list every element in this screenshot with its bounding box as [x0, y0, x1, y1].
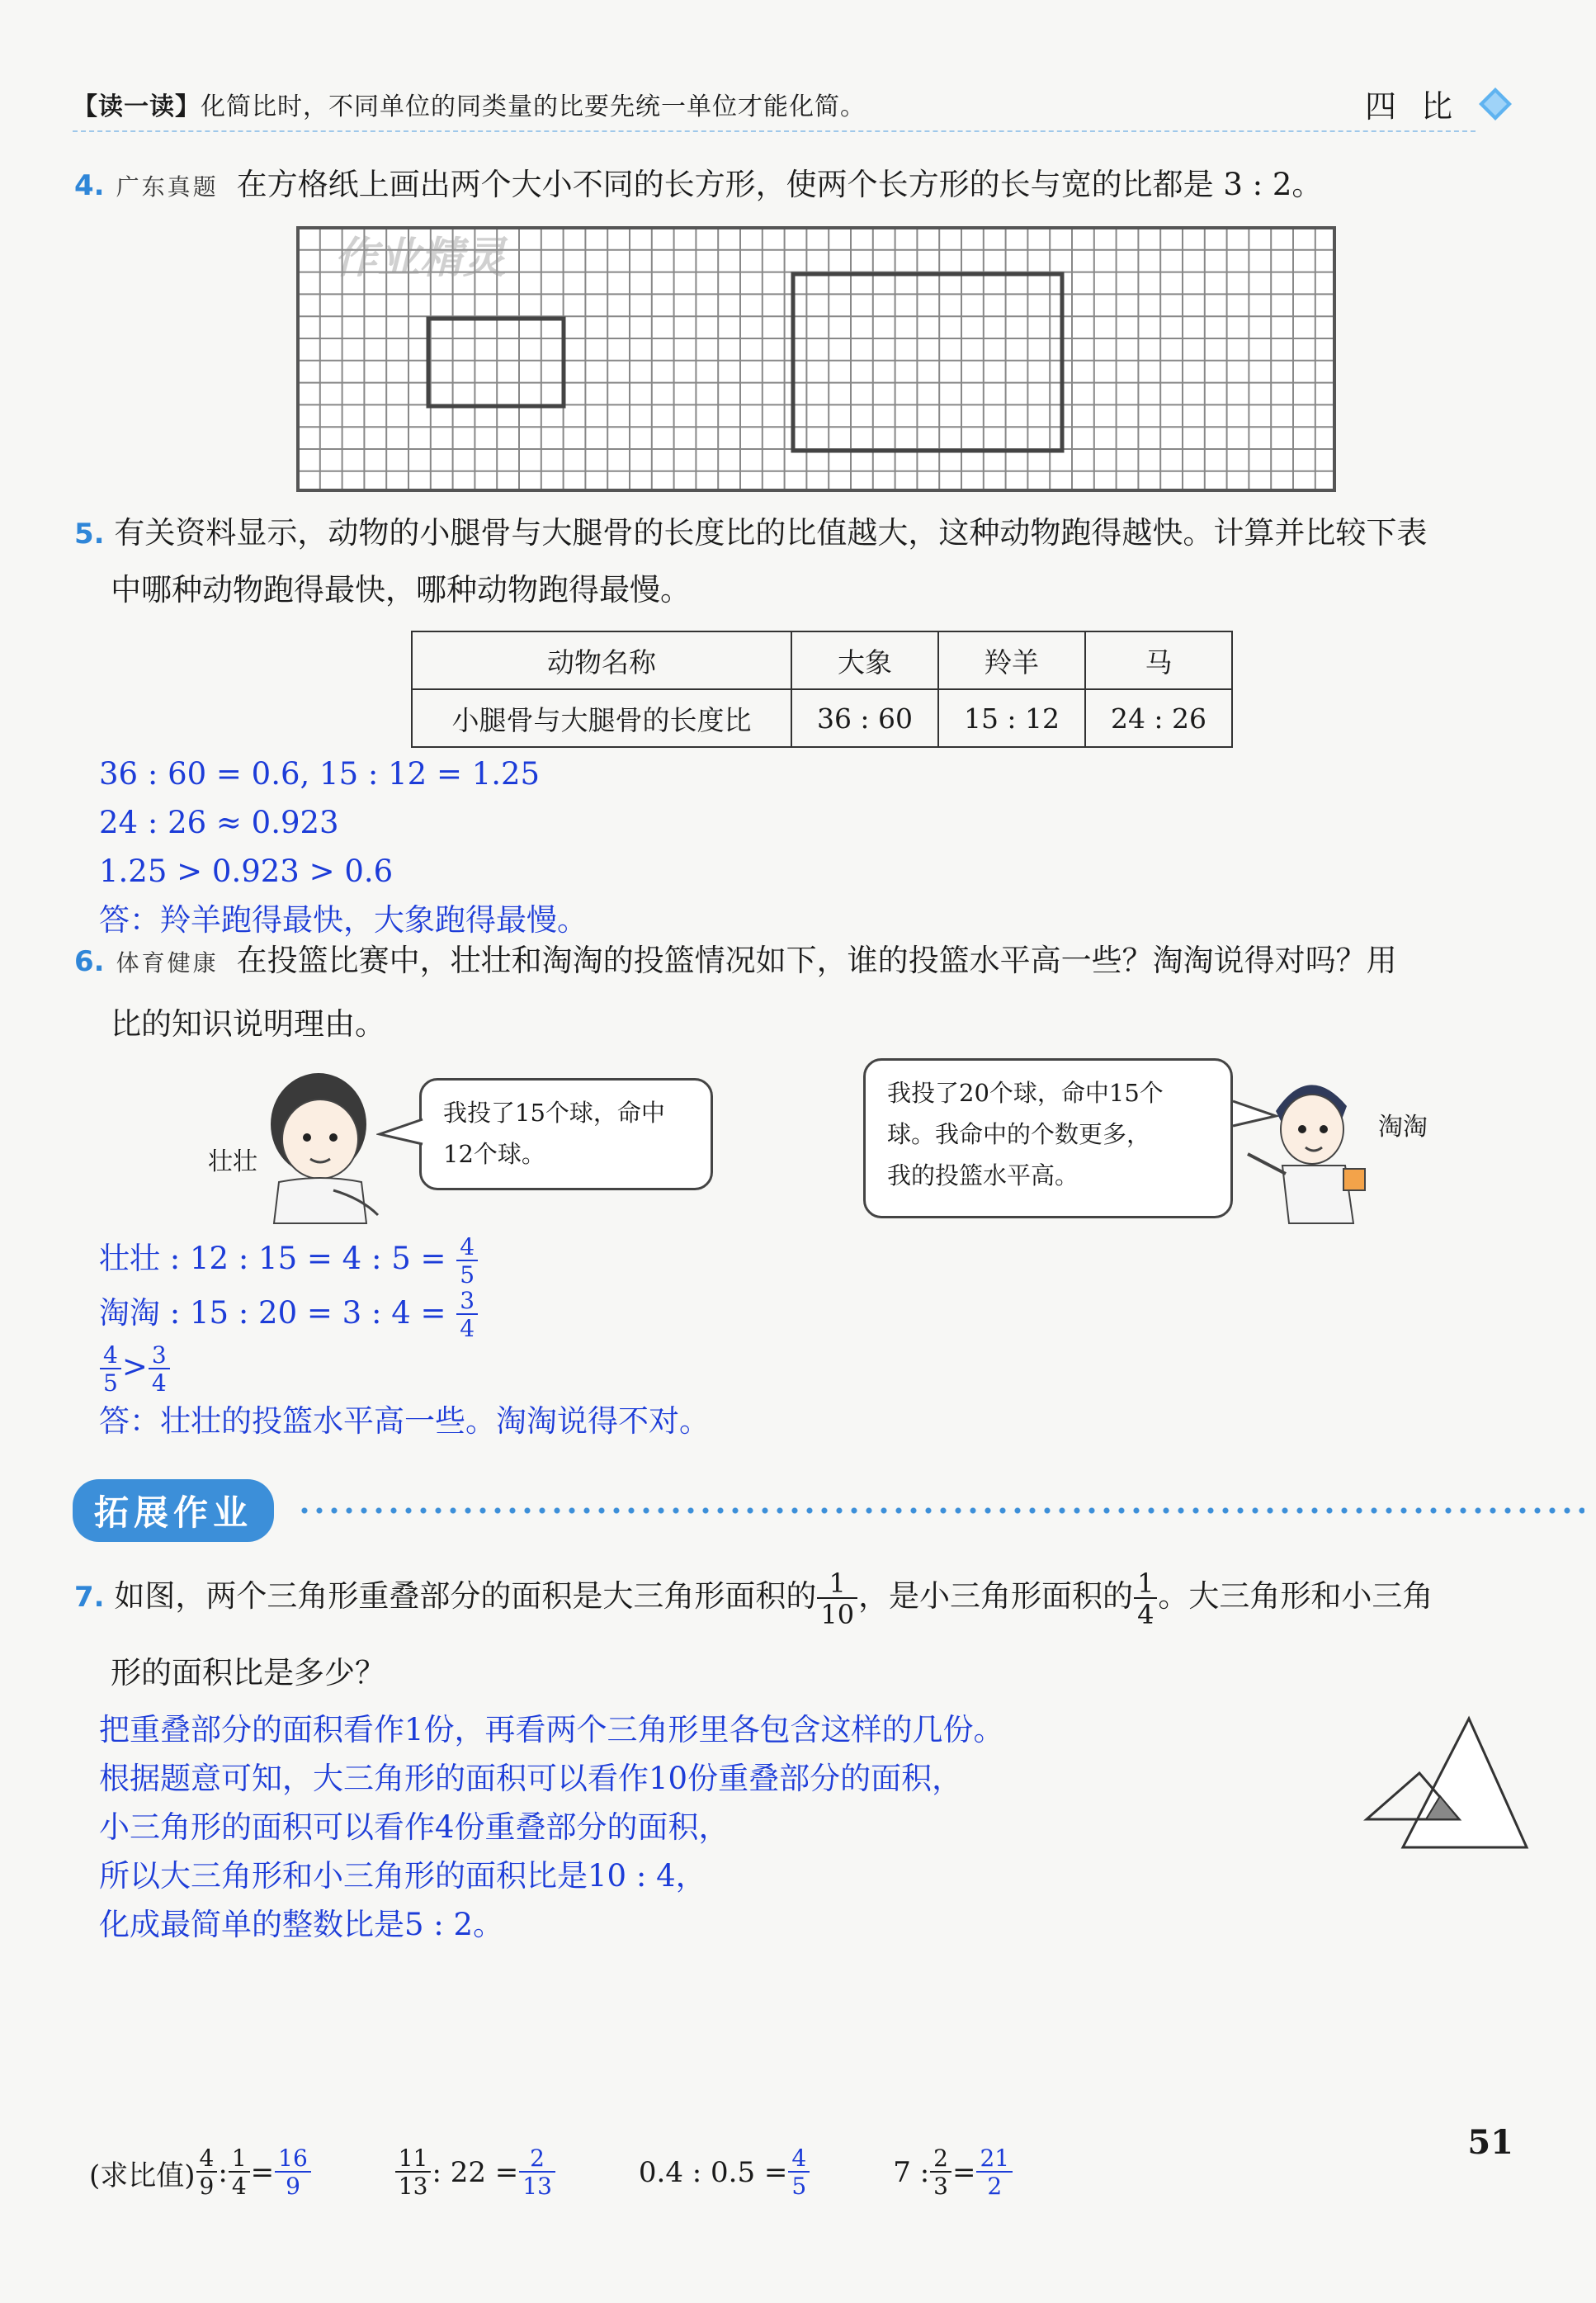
fraction [1136, 1569, 1155, 1629]
calc-item [893, 2146, 1013, 2199]
fraction [397, 2146, 430, 2199]
answer-line: 24 : 26 ≈ 0.923 [99, 805, 339, 840]
boy-zhuangzhuang-illustration [254, 1058, 386, 1232]
fraction-denominator: 4 [1137, 1598, 1155, 1630]
fraction-denominator: 2 [987, 2173, 1003, 2200]
fraction [932, 2146, 950, 2199]
table-cell: 羚羊 [938, 631, 1085, 689]
calc-item [89, 2146, 312, 2199]
footer-calc-row [89, 2146, 1096, 2199]
watermark: 作业精灵 [334, 234, 507, 283]
chapter-number: 四 [1364, 88, 1396, 125]
question-4-text: 在方格纸上画出两个大小不同的长方形，使两个长方形的长与宽的比都是 3 : 2。 [236, 167, 1323, 202]
taotao-speech-line: 球。我命中的个数更多， [887, 1120, 1151, 1148]
fraction-numerator: 1 [231, 2145, 247, 2172]
reading-tip-tag: 【读一读】 [73, 92, 201, 121]
question-6 [74, 933, 1535, 1052]
answer-line: 1.25 > 0.923 > 0.6 [99, 854, 394, 889]
fraction-denominator: 4 [231, 2173, 247, 2200]
table-header-row [412, 631, 1232, 689]
answer-line [99, 1288, 710, 1342]
overlapping-triangles-figure [1362, 1709, 1535, 1857]
answer-text: 淘淘 : 15 : 20 = 3 : 4 = [99, 1294, 446, 1331]
fraction-numerator: 4 [103, 1341, 118, 1369]
chapter-title: 比 [1420, 88, 1452, 125]
taotao-speech-bubble [863, 1058, 1233, 1218]
fraction-denominator: 10 [820, 1598, 855, 1630]
table-row [412, 689, 1232, 747]
fraction [230, 2146, 248, 2199]
question-5-text-1: 有关资料显示，动物的小腿骨与大腿骨的长度比的比值越大，这种动物跑得越快。计算并比较下表 [114, 515, 1428, 551]
table-cell: 动物名称 [412, 631, 791, 689]
fraction-denominator: 3 [933, 2173, 948, 2200]
fraction-denominator: 4 [460, 1315, 475, 1342]
calc-item [639, 2146, 810, 2199]
calc-expression: 0.4 : 0.5 = [638, 2156, 788, 2189]
table-cell: 大象 [791, 631, 938, 689]
question-4-tag: 广东真题 [116, 173, 219, 201]
diamond-icon [1477, 86, 1513, 122]
extension-banner [73, 1479, 1584, 1542]
calc-label: (求比值) [89, 2159, 196, 2192]
bubble-tail-left [376, 1116, 426, 1149]
answer-line: 36 : 60 = 0.6, 15 : 12 = 1.25 [99, 756, 541, 792]
question-7-text: 。大三角形和小三角 [1158, 1578, 1433, 1614]
extension-title: 拓展作业 [73, 1479, 274, 1542]
dotted-divider [297, 1503, 1584, 1518]
fraction-numerator: 4 [791, 2145, 807, 2172]
zhuangzhuang-name: 壮壮 [208, 1147, 257, 1176]
boy-taotao-illustration [1243, 1062, 1375, 1227]
fraction-denominator: 9 [286, 2173, 300, 2200]
answer-line [99, 1341, 710, 1396]
operator: : 22 = [432, 2156, 519, 2189]
fraction-numerator: 2 [530, 2145, 545, 2172]
comparison-operator: > [121, 1349, 148, 1384]
fraction [150, 1343, 168, 1396]
question-4-number: 4. [74, 169, 105, 202]
question-5 [74, 505, 1535, 618]
fraction-answer [978, 2146, 1011, 2199]
answer-line: 化成最简单的整数比是5 : 2。 [99, 1907, 504, 1942]
answer-line: 把重叠部分的面积看作1份，再看两个三角形里各包含这样的几份。 [99, 1712, 1004, 1747]
fraction-numerator: 1 [829, 1567, 846, 1599]
fraction-denominator: 5 [103, 1369, 118, 1397]
fraction-denominator: 9 [199, 2173, 215, 2200]
answer-text: 壮壮 : 12 : 15 = 4 : 5 = [99, 1241, 446, 1276]
fraction-numerator: 3 [151, 1341, 167, 1369]
fraction-denominator: 13 [398, 2173, 428, 2200]
grid-paper [293, 223, 1341, 495]
fraction-numerator: 1 [1137, 1567, 1155, 1599]
chapter-heading [1365, 81, 1513, 126]
question-7-number: 7. [74, 1581, 105, 1614]
question-4 [74, 157, 1322, 215]
question-5-answer [99, 750, 588, 944]
fraction-numerator: 3 [460, 1287, 475, 1314]
fraction [102, 1343, 120, 1396]
reading-tip [73, 86, 866, 122]
operator: = [250, 2156, 275, 2189]
fraction-numerator: 16 [278, 2145, 308, 2172]
header-rule [73, 130, 1476, 132]
page-number: 51 [1467, 2123, 1513, 2162]
fraction-answer [276, 2146, 309, 2199]
calc-item [394, 2146, 556, 2199]
fraction-denominator: 4 [151, 1369, 167, 1397]
taotao-speech-line: 我投了20个球，命中15个 [887, 1079, 1164, 1107]
operator: = [951, 2156, 976, 2189]
table-cell: 36 : 60 [791, 689, 938, 747]
reading-tip-text: 化简比时，不同单位的同类量的比要先统一单位才能化简。 [201, 92, 866, 121]
table-cell: 马 [1085, 631, 1232, 689]
fraction-numerator: 11 [398, 2145, 428, 2172]
question-5-number: 5. [74, 518, 105, 551]
fraction-answer [521, 2146, 554, 2199]
operator: : [218, 2156, 228, 2189]
question-5-text-2: 中哪种动物跑得最快，哪种动物跑得最慢。 [111, 572, 691, 608]
question-7-answer [99, 1705, 1004, 1949]
table-cell: 小腿骨与大腿骨的长度比 [412, 689, 791, 747]
taotao-name: 淘淘 [1378, 1113, 1428, 1142]
question-7-text: ，是小三角形面积的 [858, 1578, 1134, 1614]
fraction [458, 1289, 476, 1341]
zhuangzhuang-speech: 我投了15个球，命中12个球。 [443, 1099, 665, 1168]
question-6-text-2: 比的知识说明理由。 [111, 1006, 385, 1042]
zhuangzhuang-speech-bubble [419, 1078, 713, 1190]
answer-line: 根据题意可知，大三角形的面积可以看作10份重叠部分的面积， [99, 1761, 963, 1796]
fraction-numerator: 4 [199, 2145, 215, 2172]
answer-line: 小三角形的面积可以看作4份重叠部分的面积， [99, 1809, 730, 1845]
fraction-answer [790, 2146, 808, 2199]
answer-line [99, 1233, 710, 1288]
question-6-number: 6. [74, 945, 105, 978]
fraction [198, 2146, 216, 2199]
calc-expression: 7 : [893, 2156, 930, 2189]
question-6-answer [99, 1233, 710, 1447]
fraction-numerator: 4 [460, 1232, 475, 1260]
answer-line: 所以大三角形和小三角形的面积比是10 : 4， [99, 1858, 706, 1894]
question-7 [74, 1568, 1535, 1701]
fraction [458, 1232, 476, 1289]
question-7-line-1 [74, 1568, 1535, 1629]
taotao-speech-line: 我的投篮水平高。 [887, 1161, 1079, 1189]
fraction-denominator: 5 [791, 2173, 807, 2200]
question-7-text: 如图，两个三角形重叠部分的面积是大三角形面积的 [114, 1578, 817, 1614]
fraction-denominator: 5 [460, 1260, 475, 1289]
fraction-denominator: 13 [522, 2173, 552, 2200]
question-6-text-1: 在投篮比赛中，壮壮和淘淘的投篮情况如下，谁的投篮水平高一些？淘淘说得对吗？用 [236, 943, 1397, 978]
answer-line: 答：羚羊跑得最快，大象跑得最慢。 [99, 902, 588, 938]
fraction [819, 1569, 856, 1629]
table-cell: 24 : 26 [1085, 689, 1232, 747]
question-6-tag: 体育健康 [116, 949, 219, 977]
question-7-line-2: 形的面积比是多少？ [111, 1654, 385, 1691]
table-cell: 15 : 12 [938, 689, 1085, 747]
animal-bone-table [411, 631, 1233, 748]
fraction-numerator: 21 [980, 2145, 1010, 2172]
answer-line: 答：壮壮的投篮水平高一些。淘淘说得不对。 [99, 1402, 710, 1439]
fraction-numerator: 2 [933, 2145, 948, 2172]
